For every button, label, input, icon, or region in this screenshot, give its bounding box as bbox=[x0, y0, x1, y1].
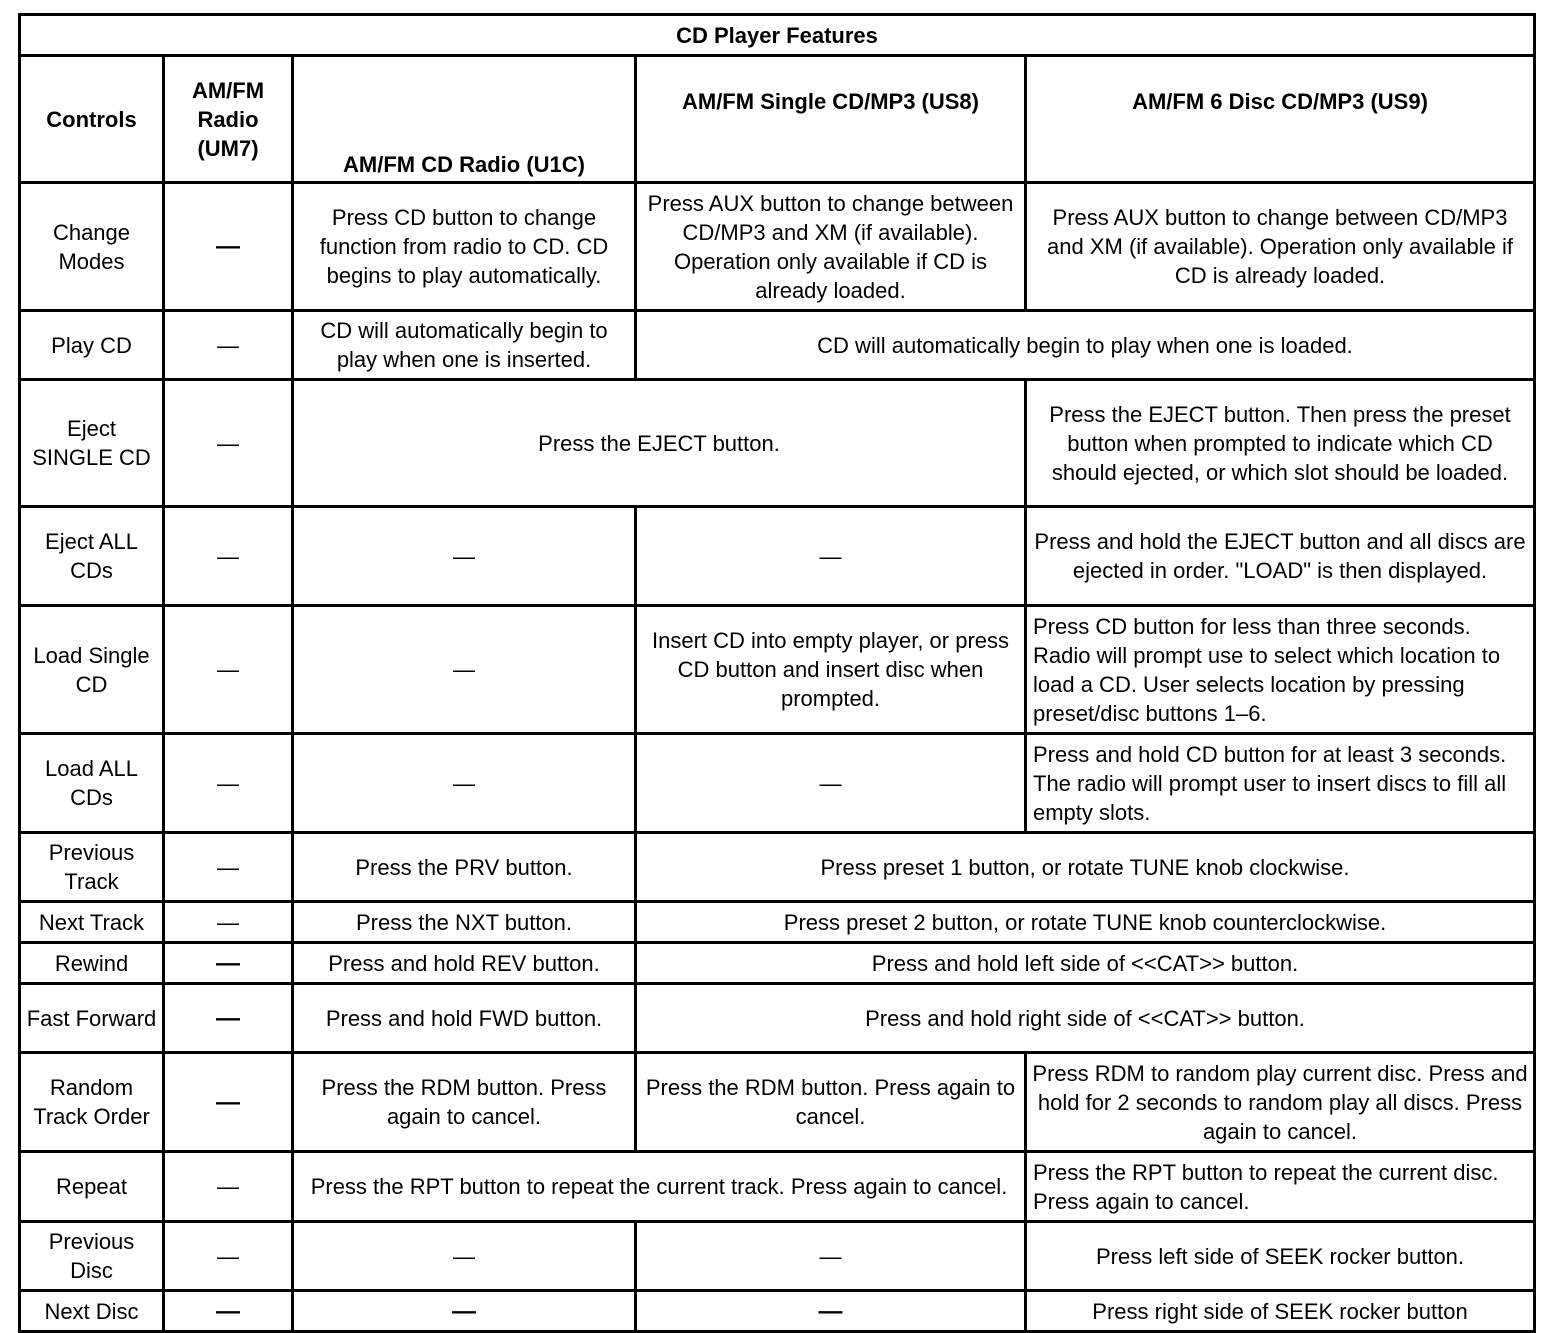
title-row bbox=[20, 15, 1535, 56]
header-u1c: AM/FM CD Radio (U1C) bbox=[293, 56, 636, 183]
table-row-fast-forward bbox=[20, 984, 1535, 1053]
cell-us8-us9: Press preset 1 button, or rotate TUNE knob clockwise. bbox=[636, 833, 1535, 902]
row-label: Repeat bbox=[20, 1152, 164, 1222]
table-title: CD Player Features bbox=[20, 15, 1535, 56]
cell-u1c: CD will automatically begin to play when one is inserted. bbox=[293, 311, 636, 380]
table-row-repeat bbox=[20, 1152, 1535, 1222]
table-row-next-disc bbox=[20, 1291, 1535, 1332]
row-label: Eject SINGLE CD bbox=[20, 380, 164, 507]
cell-u1c: Press and hold FWD button. bbox=[293, 984, 636, 1053]
cell-u1c: Press the NXT button. bbox=[293, 902, 636, 943]
row-label: Random Track Order bbox=[20, 1053, 164, 1152]
row-label: Fast Forward bbox=[20, 984, 164, 1053]
cell-us8-us9: Press preset 2 button, or rotate TUNE knob counterclockwise. bbox=[636, 902, 1535, 943]
table-row-change-modes bbox=[20, 183, 1535, 311]
dash-cell: — bbox=[164, 734, 293, 833]
cell-u1c: Press the PRV button. bbox=[293, 833, 636, 902]
table-row-random-track-order bbox=[20, 1053, 1535, 1152]
header-row bbox=[20, 56, 1535, 183]
cell-u1c-us8: Press the RPT button to repeat the current track. Press again to cancel. bbox=[293, 1152, 1026, 1222]
row-label: Previous Disc bbox=[20, 1222, 164, 1291]
row-label: Next Disc bbox=[20, 1291, 164, 1332]
table-row-eject-all bbox=[20, 507, 1535, 606]
row-label: Previous Track bbox=[20, 833, 164, 902]
cell-us9: Press right side of SEEK rocker button bbox=[1026, 1291, 1535, 1332]
dash-cell: — bbox=[164, 984, 293, 1053]
dash-cell: — bbox=[164, 1053, 293, 1152]
cell-us8: Insert CD into empty player, or press CD button and insert disc when prompted. bbox=[636, 606, 1026, 734]
header-um7: AM/FM Radio (UM7) bbox=[164, 56, 293, 183]
dash-cell: — bbox=[636, 1222, 1026, 1291]
dash-cell: — bbox=[164, 1152, 293, 1222]
cell-us9: Press AUX button to change between CD/MP3 and XM (if available). Operation only available if CD is already loaded. bbox=[1026, 183, 1535, 311]
table-row-eject-single bbox=[20, 380, 1535, 507]
header-us8: AM/FM Single CD/MP3 (US8) bbox=[636, 56, 1026, 183]
row-label: Rewind bbox=[20, 943, 164, 984]
table-row-next-track bbox=[20, 902, 1535, 943]
table-row-rewind bbox=[20, 943, 1535, 984]
dash-cell: — bbox=[293, 507, 636, 606]
table-row-play-cd bbox=[20, 311, 1535, 380]
dash-cell: — bbox=[164, 311, 293, 380]
dash-cell: — bbox=[164, 1291, 293, 1332]
dash-cell: — bbox=[293, 1222, 636, 1291]
dash-cell: — bbox=[164, 902, 293, 943]
dash-cell: — bbox=[164, 380, 293, 507]
cell-u1c: Press CD button to change function from radio to CD. CD begins to play automatically. bbox=[293, 183, 636, 311]
dash-cell: — bbox=[164, 183, 293, 311]
dash-cell: — bbox=[164, 507, 293, 606]
cell-us9: Press left side of SEEK rocker button. bbox=[1026, 1222, 1535, 1291]
dash-cell: — bbox=[636, 734, 1026, 833]
dash-cell: — bbox=[636, 1291, 1026, 1332]
cell-u1c: Press the RDM button. Press again to cancel. bbox=[293, 1053, 636, 1152]
row-label: Load Single CD bbox=[20, 606, 164, 734]
cell-us9: Press the EJECT button. Then press the preset button when prompted to indicate which CD should ejected, or which slot should be loaded. bbox=[1026, 380, 1535, 507]
header-controls: Controls bbox=[20, 56, 164, 183]
dash-cell: — bbox=[293, 734, 636, 833]
cell-us8-us9: Press and hold right side of <<CAT>> button. bbox=[636, 984, 1535, 1053]
row-label: Play CD bbox=[20, 311, 164, 380]
cell-us9: Press and hold CD button for at least 3 seconds. The radio will prompt user to insert discs to fill all empty slots. bbox=[1026, 734, 1535, 833]
cell-us9: Press and hold the EJECT button and all discs are ejected in order. "LOAD" is then displayed. bbox=[1026, 507, 1535, 606]
row-label: Next Track bbox=[20, 902, 164, 943]
cell-u1c-us8: Press the EJECT button. bbox=[293, 380, 1026, 507]
dash-cell: — bbox=[636, 507, 1026, 606]
dash-cell: — bbox=[293, 606, 636, 734]
cell-us8-us9: CD will automatically begin to play when one is loaded. bbox=[636, 311, 1535, 380]
dash-cell: — bbox=[164, 833, 293, 902]
cell-us9: Press CD button for less than three seconds. Radio will prompt use to select which location to load a CD. User selects location by pressing preset/disc buttons 1–6. bbox=[1026, 606, 1535, 734]
cd-player-features-table bbox=[18, 13, 1536, 1333]
dash-cell: — bbox=[164, 606, 293, 734]
row-label: Load ALL CDs bbox=[20, 734, 164, 833]
table-row-load-all bbox=[20, 734, 1535, 833]
row-label: Change Modes bbox=[20, 183, 164, 311]
table-row-load-single bbox=[20, 606, 1535, 734]
cell-us9: Press RDM to random play current disc. Press and hold for 2 seconds to random play all discs. Press again to cancel. bbox=[1026, 1053, 1535, 1152]
table-row-previous-disc bbox=[20, 1222, 1535, 1291]
row-label: Eject ALL CDs bbox=[20, 507, 164, 606]
cell-us8: Press AUX button to change between CD/MP3 and XM (if available). Operation only available if CD is already loaded. bbox=[636, 183, 1026, 311]
dash-cell: — bbox=[164, 943, 293, 984]
dash-cell: — bbox=[293, 1291, 636, 1332]
cell-us9: Press the RPT button to repeat the current disc. Press again to cancel. bbox=[1026, 1152, 1535, 1222]
cell-us8-us9: Press and hold left side of <<CAT>> button. bbox=[636, 943, 1535, 984]
table-row-previous-track bbox=[20, 833, 1535, 902]
cell-u1c: Press and hold REV button. bbox=[293, 943, 636, 984]
header-us9: AM/FM 6 Disc CD/MP3 (US9) bbox=[1026, 56, 1535, 183]
dash-cell: — bbox=[164, 1222, 293, 1291]
cell-us8: Press the RDM button. Press again to cancel. bbox=[636, 1053, 1026, 1152]
